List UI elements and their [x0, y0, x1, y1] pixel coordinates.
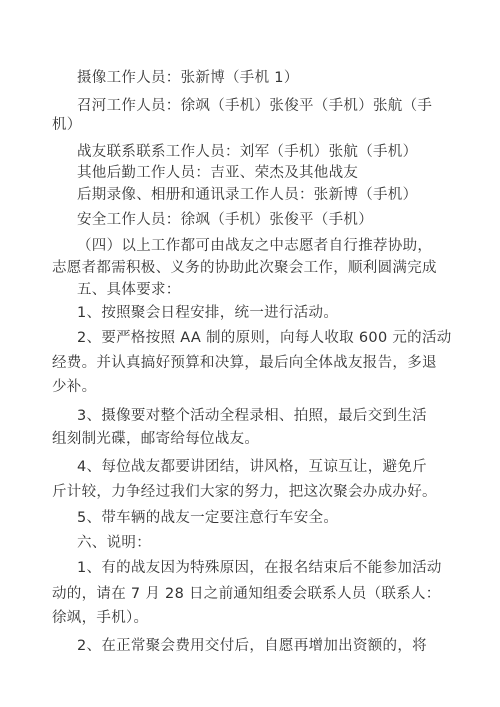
text-line: 4、每位战友都要讲团结，讲风格，互谅互让，避免斤	[77, 459, 427, 475]
text-line: 1、有的战友因为特殊原因，在报名结束后不能参加活动	[77, 560, 442, 576]
text-line: 斤计较，力争经过我们大家的努力，把这次聚会办成办好。	[52, 484, 437, 500]
text-line: 机）	[52, 117, 82, 133]
section-heading: 六、说明：	[77, 535, 151, 551]
section-heading: 五、具体要求：	[77, 282, 181, 298]
text-line: 其他后勤工作人员：吉亚、荣杰及其他战友	[77, 165, 359, 181]
text-line: 2、要严格按照 AA 制的原则，向每人收取 600 元的活动	[77, 330, 452, 346]
text-line: 志愿者都需积极、义务的协助此次聚会工作，顺利圆满完成	[52, 260, 437, 276]
text-line: 5、带车辆的战友一定要注意行车安全。	[77, 510, 339, 526]
text-line: 摄像工作人员：张新博（手机 1）	[77, 70, 299, 86]
text-line: 3、摄像要对整个活动全程录相、拍照，最后交到生活	[77, 408, 427, 424]
text-line: 2、在正常聚会费用交付后，自愿再增加出资额的，将	[77, 638, 427, 654]
text-line: （四）以上工作都可由战友之中志愿者自行推荐协助，	[77, 238, 433, 254]
text-line: 少补。	[52, 379, 97, 395]
text-line: 经费。并认真搞好预算和决算，最后向全体战友报告，多退	[52, 355, 437, 371]
text-line: 徐飒，手机）。	[52, 610, 149, 626]
text-line: 召河工作人员：徐飒（手机）张俊平（手机）张航（手	[77, 98, 433, 114]
text-line: 动的，请在 7 月 28 日之前通知组委会联系人员（联系人：	[52, 586, 441, 602]
text-line: 安全工作人员：徐飒（手机）张俊平（手机）	[77, 212, 373, 228]
text-line: 1、按照聚会日程安排，统一进行活动。	[77, 305, 339, 321]
text-line: 后期录像、相册和通讯录工作人员：张新博（手机）	[77, 187, 418, 203]
text-line: 组刻制光碟，邮寄给每位战友。	[52, 431, 260, 447]
text-line: 战友联系联系工作人员：刘军（手机）张航（手机）	[77, 144, 418, 160]
